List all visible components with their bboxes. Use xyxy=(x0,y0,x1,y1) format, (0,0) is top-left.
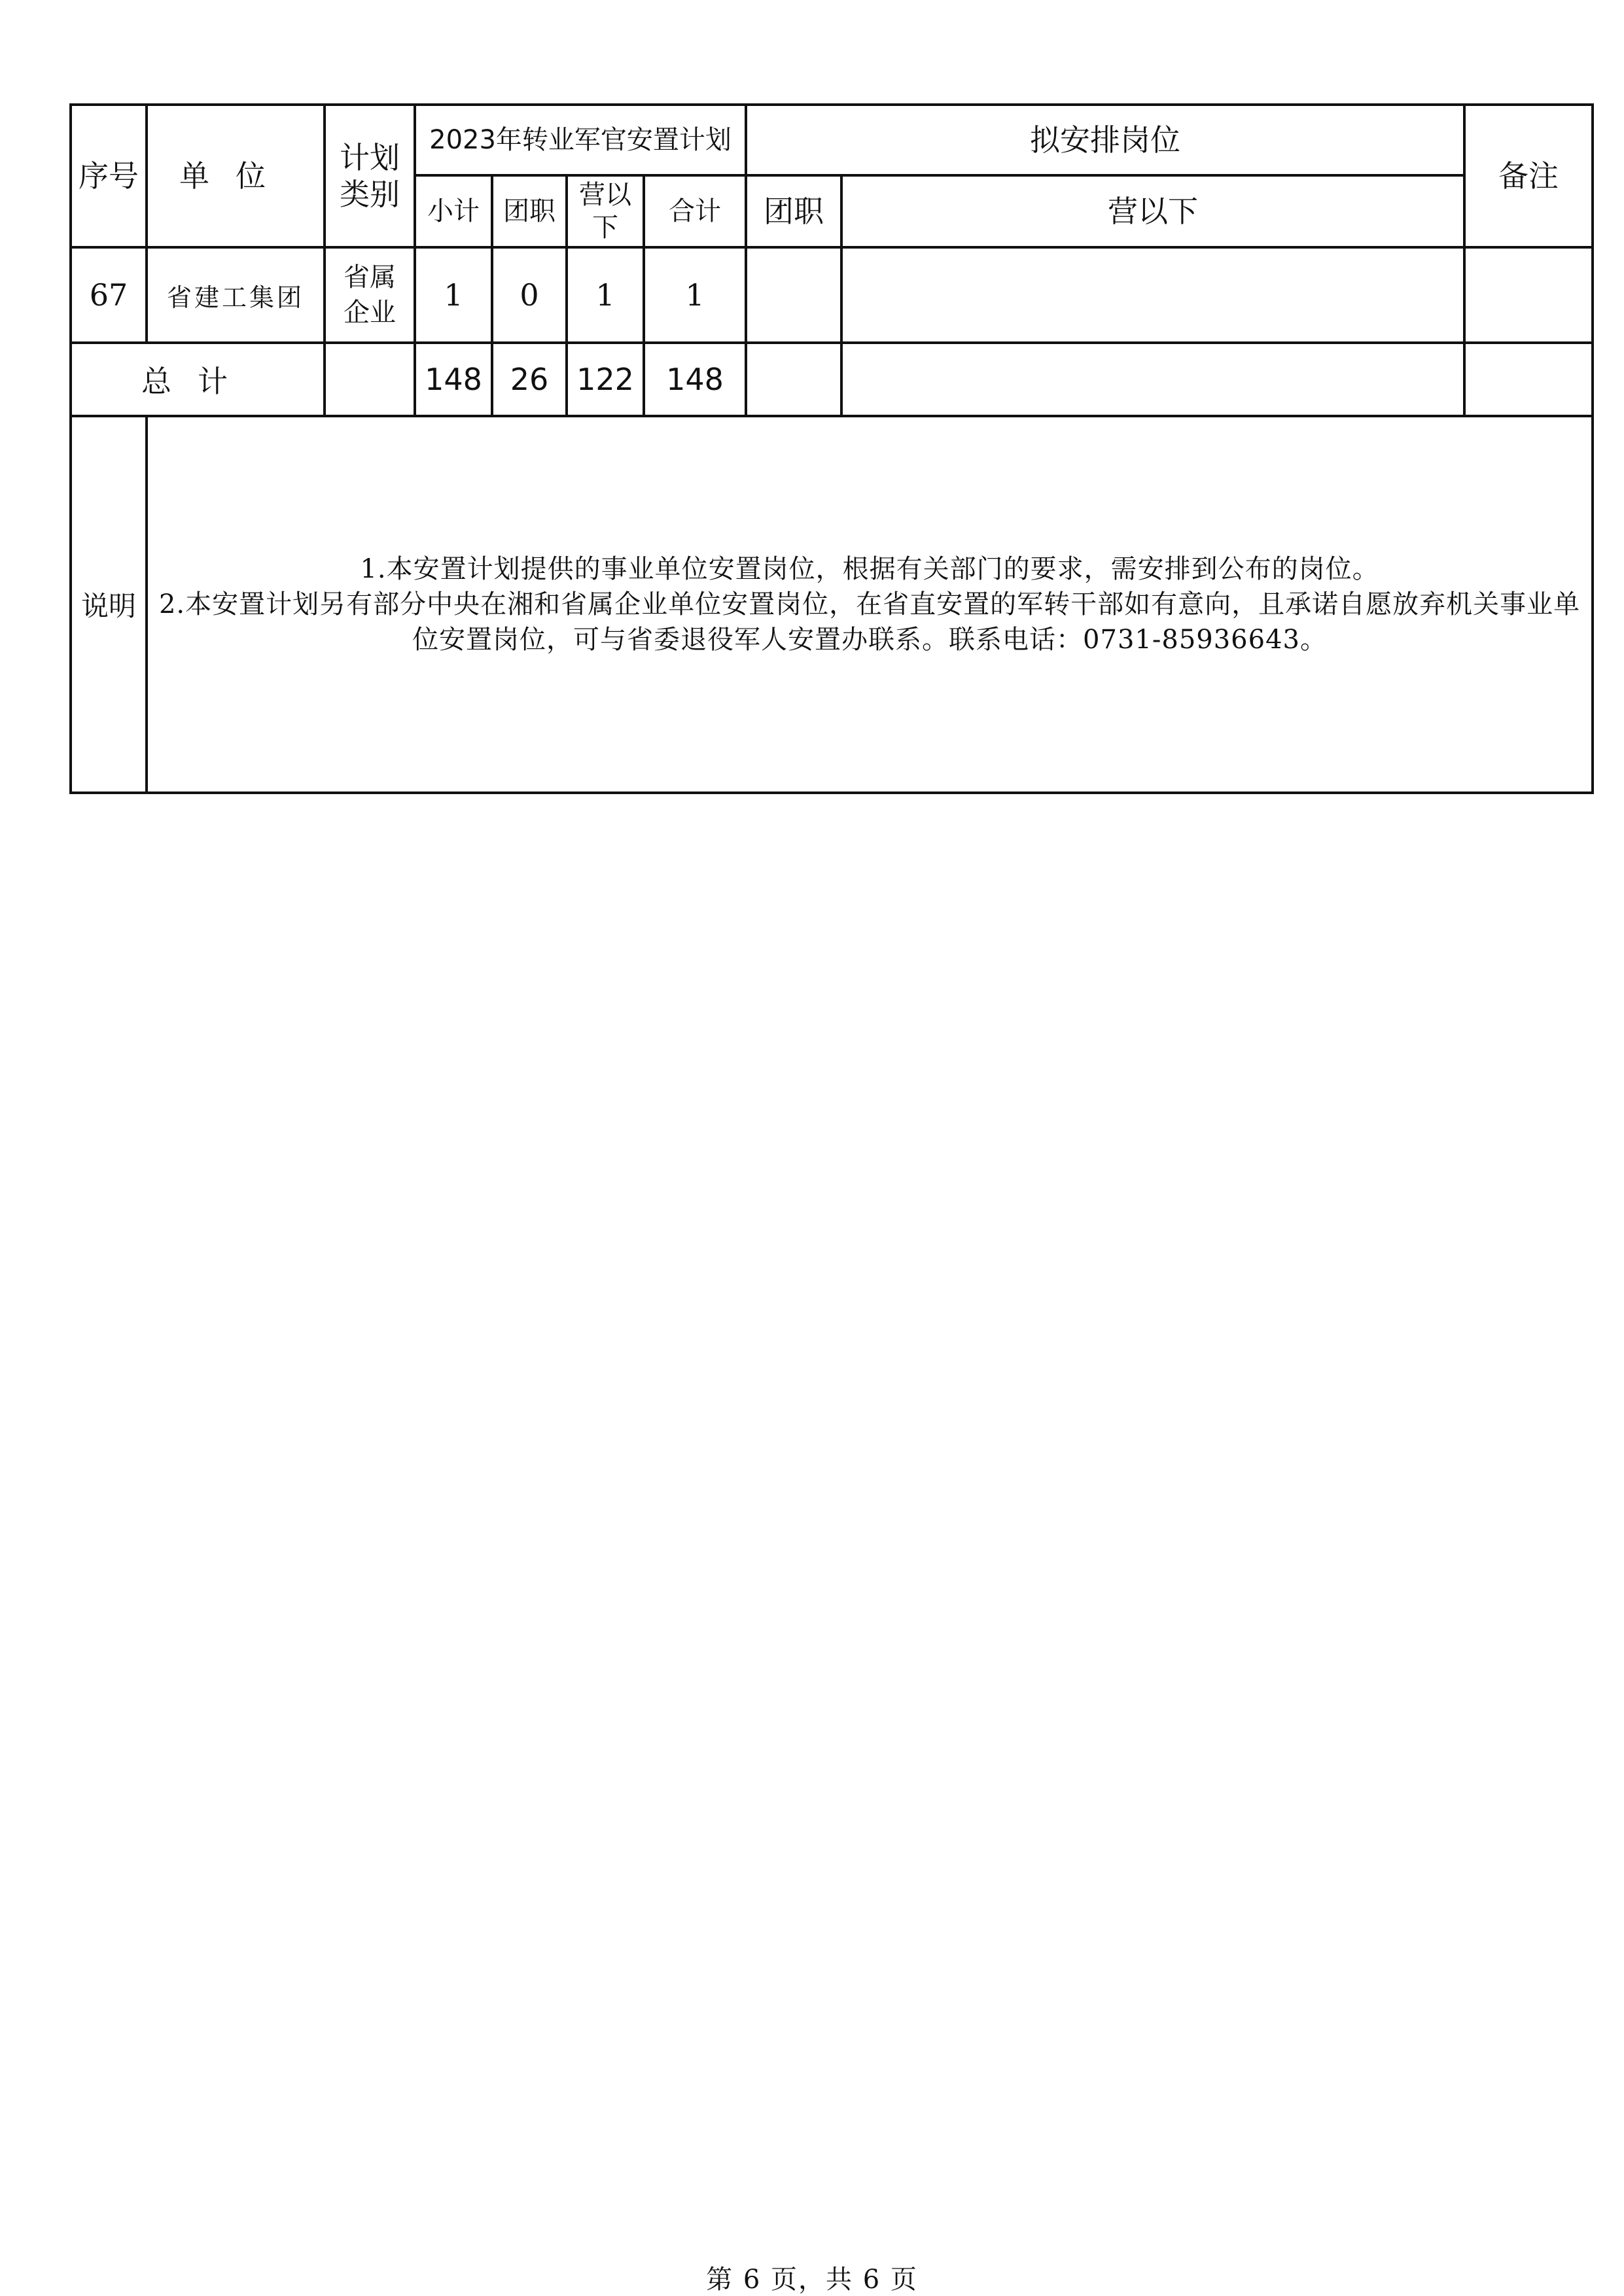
totals-pos-battalion-below xyxy=(841,343,1464,416)
cell-pos-regiment xyxy=(746,247,841,343)
header-positions-battalion-below: 营以下 xyxy=(841,175,1464,247)
totals-category xyxy=(325,343,415,416)
cell-category xyxy=(325,247,415,343)
header-row-1 xyxy=(71,105,1593,175)
header-plan-regiment: 团职 xyxy=(492,175,567,247)
header-plan-subtotal: 小计 xyxy=(415,175,492,247)
cell-battalion-below: 1 xyxy=(567,247,644,343)
header-seq: 序号 xyxy=(71,105,147,247)
cell-subtotal: 1 xyxy=(415,247,492,343)
header-plan-battalion-below-line2: 下 xyxy=(592,213,618,243)
totals-pos-regiment xyxy=(746,343,841,416)
totals-remarks xyxy=(1464,343,1593,416)
page-indicator: 第 6 页，共 6 页 xyxy=(706,2265,918,2295)
cell-remarks xyxy=(1464,247,1593,343)
cell-unit: 省建工集团 xyxy=(147,247,325,343)
totals-total: 148 xyxy=(644,343,746,416)
header-plan-battalion-below-line1: 营以 xyxy=(579,180,631,210)
table-row xyxy=(71,247,1593,343)
notes-text xyxy=(147,416,1593,793)
totals-regiment: 26 xyxy=(492,343,567,416)
header-plan-category xyxy=(325,105,415,247)
totals-row xyxy=(71,343,1593,416)
header-plan-group: 2023年转业军官安置计划 xyxy=(415,105,746,175)
note-line-1: 1.本安置计划提供的事业单位安置岗位，根据有关部门的要求，需安排到公布的岗位。 xyxy=(360,554,1379,584)
note-line-2: 2.本安置计划另有部分中央在湘和省属企业单位安置岗位，在省直安置的军转干部如有意向，且承诺自愿放弃机关事业单位安置岗位，可与省委退役军人安置办联系。联系电话：0731-85936643。 xyxy=(158,589,1581,655)
cell-category-line2: 企业 xyxy=(344,298,396,328)
totals-label: 总计 xyxy=(71,343,325,416)
totals-battalion-below: 122 xyxy=(567,343,644,416)
notes-row xyxy=(71,416,1593,793)
cell-category-line1: 省属 xyxy=(344,262,396,292)
header-plan-category-line1: 计划 xyxy=(340,140,400,175)
header-positions-regiment: 团职 xyxy=(746,175,841,247)
notes-label: 说明 xyxy=(71,416,147,793)
header-positions-group: 拟安排岗位 xyxy=(746,105,1464,175)
header-remarks: 备注 xyxy=(1464,105,1593,247)
cell-pos-battalion-below xyxy=(841,247,1464,343)
cell-regiment: 0 xyxy=(492,247,567,343)
placement-plan-table xyxy=(69,103,1594,794)
header-unit: 单位 xyxy=(147,105,325,247)
cell-total: 1 xyxy=(644,247,746,343)
header-plan-category-line2: 类别 xyxy=(340,177,400,212)
cell-seq: 67 xyxy=(71,247,147,343)
totals-subtotal: 148 xyxy=(415,343,492,416)
header-plan-battalion-below xyxy=(567,175,644,247)
header-plan-total: 合计 xyxy=(644,175,746,247)
